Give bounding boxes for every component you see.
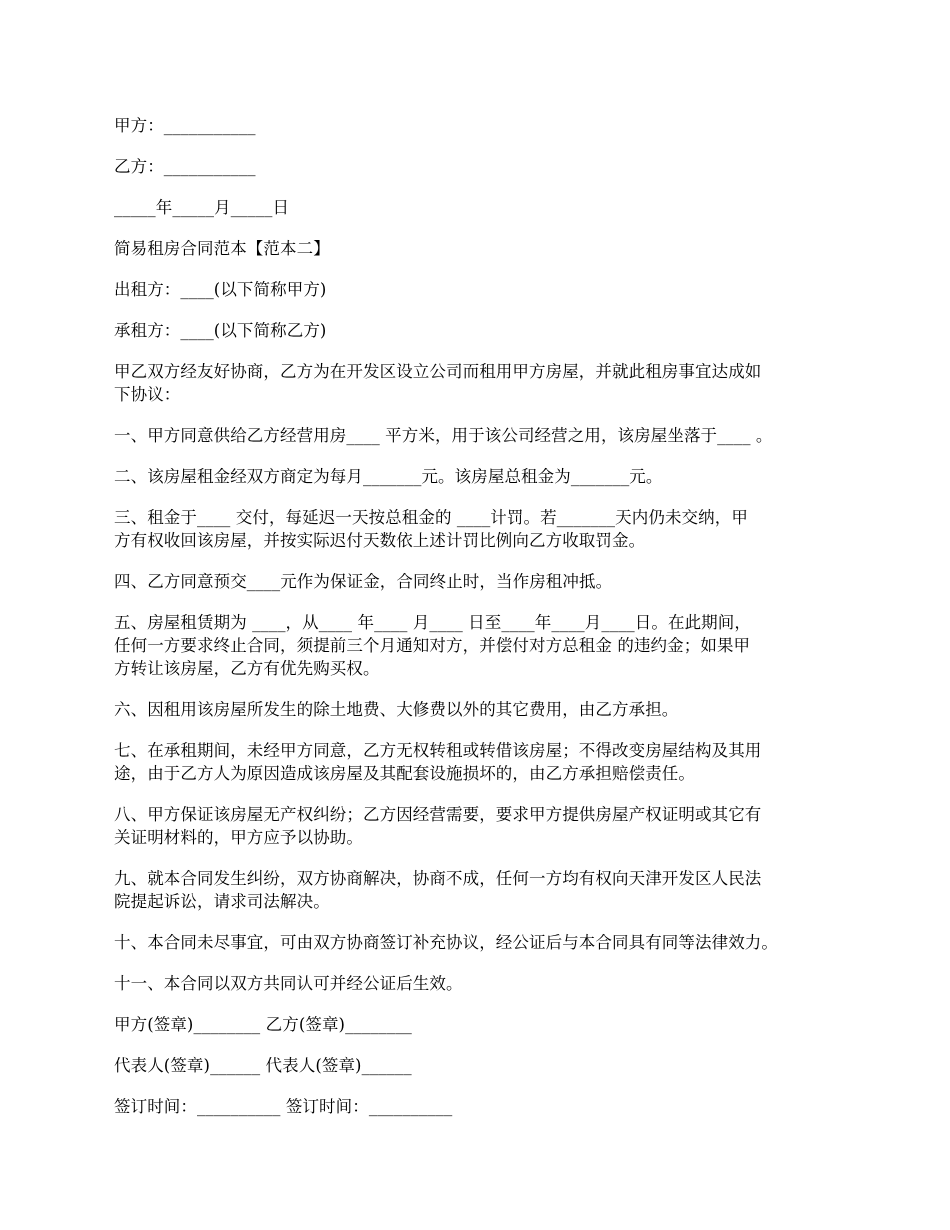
party-a-line: 甲方：___________ [114,116,256,135]
representative-line: 代表人(签章)______ 代表人(签章)______ [114,1056,412,1075]
clause-6: 六、因租用该房屋所发生的除土地费、大修费以外的其它费用，由乙方承担。 [114,700,679,719]
clause-2: 二、该房屋租金经双方商定为每月_______元。该房屋总租金为_______元。 [114,467,663,486]
document-body [114,114,856,1136]
clause-5: 五、房屋租赁期为 ____，从____ 年____ 月____ 日至____年____月____日。在此期间， 任何一方要求终止合同，须提前三个月通知对方，并偿付对方总租金 的违约金；如果甲 方转让该房屋，乙方有优先购买权。 [114,613,751,678]
lessee-line: 承租方：____(以下简称乙方) [114,321,327,340]
date-line: _____年_____月_____日 [114,198,290,217]
clause-10: 十、本合同未尽事宜，可由双方协商签订补充协议，经公证后与本合同具有同等法律效力。 [114,933,778,952]
lessor-line: 出租方：____(以下简称甲方) [114,280,327,299]
clause-3: 三、租金于____ 交付，每延迟一天按总租金的 ____计罚。若_______天内仍未交纳，甲 方有权收回该房屋，并按实际迟付天数依上述计罚比例向乙方收取罚金。 [114,508,748,550]
clause-7: 七、在承租期间，未经甲方同意，乙方无权转租或转借该房屋；不得改变房屋结构及其用 途，由于乙方人为原因造成该房屋及其配套设施损坏的，由乙方承担赔偿责任。 [114,741,762,783]
clause-1: 一、甲方同意供给乙方经营用房____ 平方米，用于该公司经营之用，该房屋坐落于____ 。 [114,426,773,445]
clause-9: 九、就本合同发生纠纷，双方协商解决，协商不成，任何一方均有权向天津开发区人民法 院提起诉讼，请求司法解决。 [114,869,762,911]
preamble-paragraph: 甲乙双方经友好协商，乙方为在开发区设立公司而租用甲方房屋，并就此租房事宜达成如 下协议： [114,362,762,404]
signature-line: 甲方(签章)________ 乙方(签章)________ [114,1015,412,1034]
clause-11: 十一、本合同以双方共同认可并经公证后生效。 [114,974,463,993]
party-b-line: 乙方：___________ [114,157,256,176]
section-title: 简易租房合同范本【范本二】 [114,239,330,258]
clause-4: 四、乙方同意预交____元作为保证金，合同终止时，当作房租冲抵。 [114,572,613,591]
signing-date-line: 签订时间：__________ 签订时间：__________ [114,1097,453,1116]
clause-8: 八、甲方保证该房屋无产权纠纷；乙方因经营需要，要求甲方提供房屋产权证明或其它有 关证明材料的，甲方应予以协助。 [114,805,762,847]
